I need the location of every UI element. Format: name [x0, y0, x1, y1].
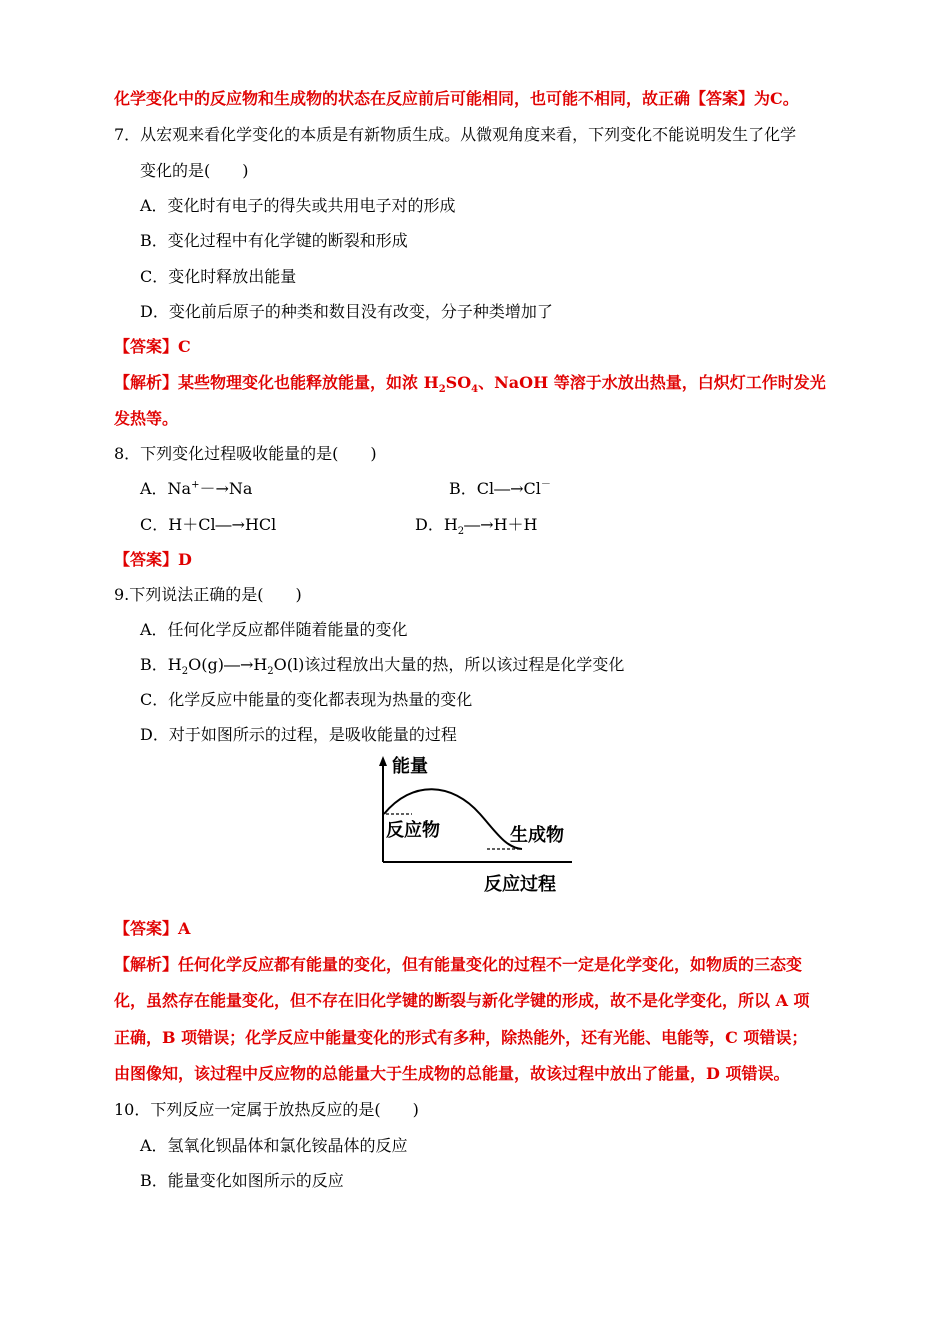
explanation-7-line2: 发热等。 — [114, 409, 179, 428]
prev-explanation-end: 化学变化中的反应物和生成物的状态在反应前后可能相同，也可能不相同，故正确【答案】为C。 — [114, 89, 799, 108]
question-7-option-d: D．变化前后原子的种类和数目没有改变，分子种类增加了 — [140, 302, 553, 321]
question-9-option-d: D．对于如图所示的过程，是吸收能量的过程 — [140, 725, 457, 744]
answer-8: 【答案】D — [114, 550, 192, 569]
explanation-9-line3: 正确，B 项错误；化学反应中能量变化的形式有多种，除热能外，还有光能、电能等，C 项错误； — [114, 1028, 808, 1047]
question-9-option-a: A．任何化学反应都伴随着能量的变化 — [140, 620, 408, 639]
question-8-option-d: D．$H_2―\to H+H$ — [415, 515, 538, 538]
explanation-9-line2: 化，虽然存在能量变化，但不存在旧化学键的断裂与新化学键的形成，故不是化学变化，所以 A 项 — [114, 991, 810, 1010]
reactant-label: 反应物 — [386, 820, 440, 841]
answer-9: 【答案】A — [114, 919, 191, 938]
question-10-option-a: A．氢氧化钡晶体和氯化铵晶体的反应 — [140, 1136, 408, 1155]
question-8-stem: 8．下列变化过程吸收能量的是( ) — [114, 444, 377, 463]
question-9-option-b: B．$H_2O(g)―\to H_2O(l)$该过程放出大量的热，所以该过程是化学变化 — [140, 655, 625, 678]
answer-7: 【答案】C — [114, 337, 191, 356]
explanation-9-line1: 【解析】任何化学反应都有能量的变化，但有能量变化的过程不一定是化学变化，如物质的三态变 — [114, 955, 803, 974]
question-10-stem: 10．下列反应一定属于放热反应的是( ) — [114, 1100, 419, 1119]
product-label: 生成物 — [510, 825, 564, 846]
x-axis-label: 反应过程 — [484, 874, 556, 895]
question-9-stem: 9.下列说法正确的是( ) — [114, 585, 302, 604]
energy-axis-y-arrow — [379, 756, 387, 766]
question-8-option-a: A．Na+－→Na — [140, 479, 253, 498]
question-7-option-b: B．变化过程中有化学键的断裂和形成 — [140, 231, 408, 250]
question-8-option-b: B．Cl―→Cl－ — [449, 479, 551, 498]
question-7-stem-cont: 变化的是( ) — [140, 161, 249, 180]
question-10-option-b: B．能量变化如图所示的反应 — [140, 1171, 344, 1190]
question-7-option-c: C．变化时释放出能量 — [140, 267, 297, 286]
energy-diagram — [372, 752, 582, 900]
explanation-7-line1: 【解析】某些物理变化也能释放能量，如浓 $H_2SO_4$、NaOH 等溶于水放出热量，白炽灯工作时发光 — [114, 373, 826, 396]
question-7-option-a: A．变化时有电子的得失或共用电子对的形成 — [140, 196, 456, 215]
y-axis-label: 能量 — [392, 756, 428, 777]
explanation-9-line4: 由图像知，该过程中反应物的总能量大于生成物的总能量，故该过程中放出了能量，D 项错误。 — [114, 1064, 790, 1083]
question-7-stem: 7．从宏观来看化学变化的本质是有新物质生成。从微观角度来看，下列变化不能说明发生了化学 — [114, 125, 797, 144]
question-8-option-c: C．H＋Cl―→HCl — [140, 515, 277, 534]
question-9-option-c: C．化学反应中能量的变化都表现为热量的变化 — [140, 690, 473, 709]
